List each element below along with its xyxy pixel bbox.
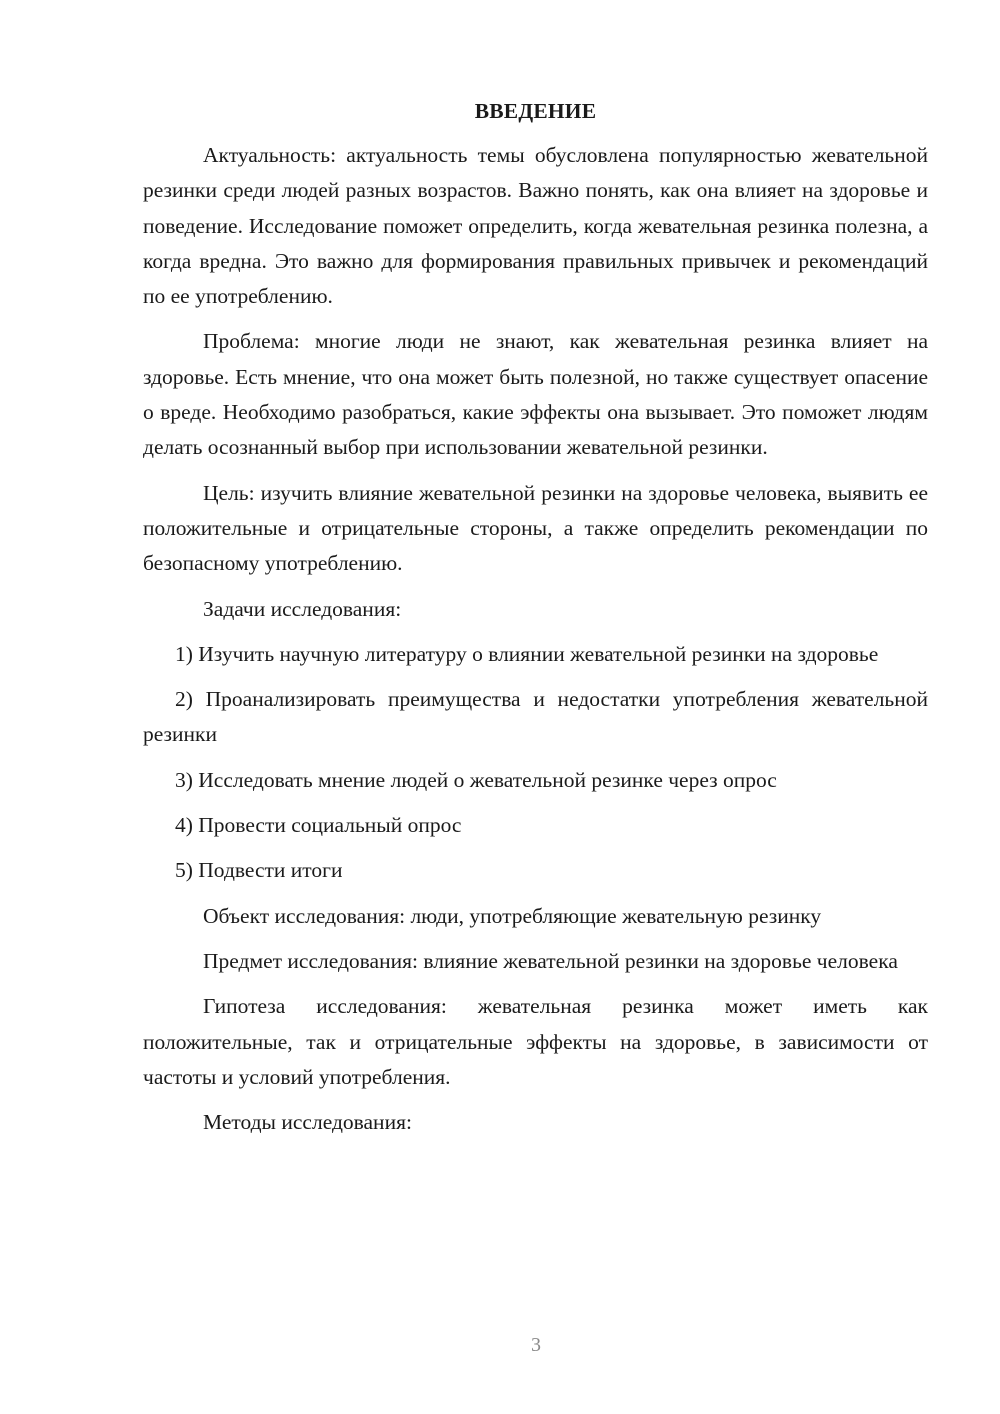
hypothesis-paragraph: Гипотеза исследования: жевательная резинка может иметь как положительные, так и отрицательные эффекты на здоровье, в зависимости от частоты и условий употребления. xyxy=(143,994,928,1089)
tasks-heading: Задачи исследования: xyxy=(203,596,402,621)
task-item: 3) Исследовать мнение людей о жевательной резинке через опрос xyxy=(175,767,777,792)
object-paragraph: Объект исследования: люди, употребляющие жевательную резинку xyxy=(203,903,822,928)
page-content xyxy=(143,96,928,1150)
relevance-paragraph: Актуальность: актуальность темы обусловлена популярностью жевательной резинки среди людей разных возрастов. Важно понять, как она влияет на здоровье и поведение. Исследование поможет определить, когда жевательная резинка полезна, а когда вредна. Это важно для формирования правильных привычек и рекомендаций по ее употреблению. xyxy=(143,143,928,309)
task-item: 5) Подвести итоги xyxy=(175,858,343,883)
subject-paragraph: Предмет исследования: влияние жевательной резинки на здоровье человека xyxy=(203,948,898,973)
goal-paragraph: Цель: изучить влияние жевательной резинки на здоровье человека, выявить ее положительные и отрицательные стороны, а также определить рекомендации по безопасному употреблению. xyxy=(143,480,928,576)
problem-paragraph: Проблема: многие люди не знают, как жевательная резинка влияет на здоровье. Есть мнение, что она может быть полезной, но также существует опасение о вреде. Необходимо разобраться, какие эффекты она вызывает. Это поможет людям делать осознанный выбор при использовании жевательной резинки. xyxy=(143,329,928,460)
page-title: ВВЕДЕНИЕ xyxy=(474,99,597,123)
task-item: 2) Проанализировать преимущества и недостатки употребления жевательной резинки xyxy=(143,687,928,747)
task-item: 1) Изучить научную литературу о влиянии жевательной резинки на здоровье xyxy=(175,641,879,666)
task-item: 4) Провести социальный опрос xyxy=(175,813,462,838)
page-number: 3 xyxy=(531,1334,541,1356)
methods-heading: Методы исследования: xyxy=(203,1110,412,1135)
